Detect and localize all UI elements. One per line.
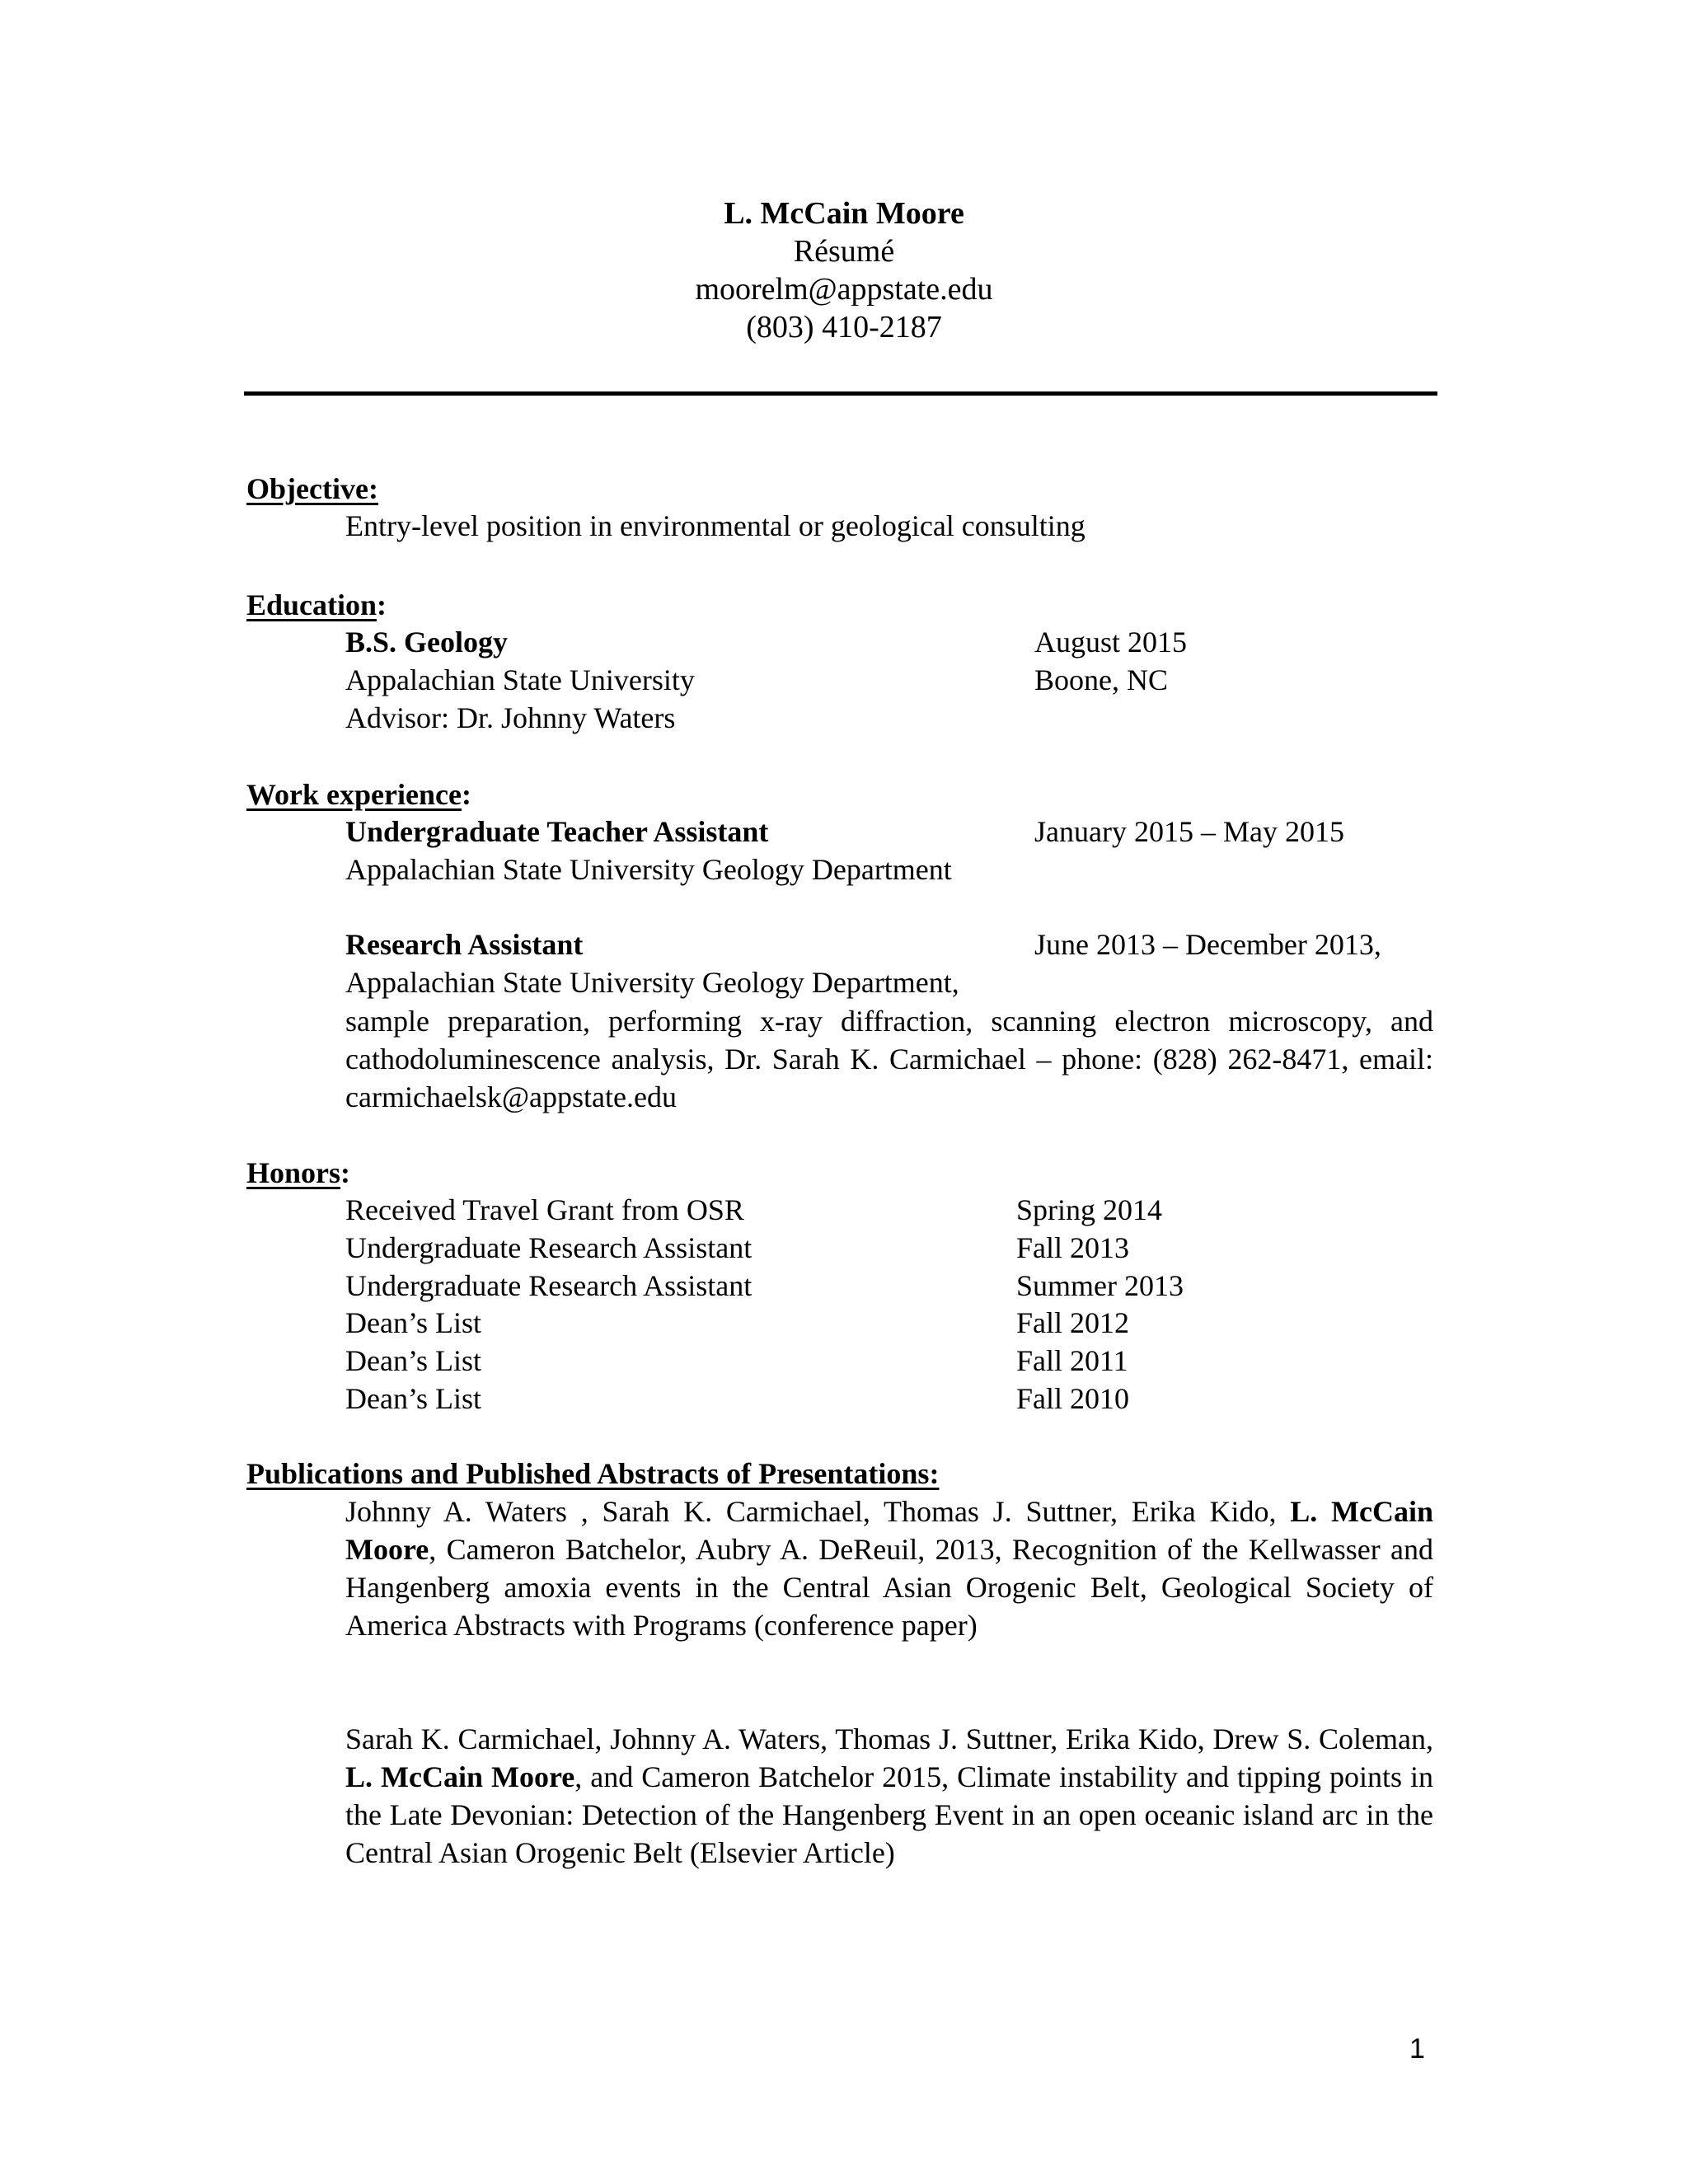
work-heading: Work experience: — [246, 778, 471, 811]
education-heading: Education: — [246, 588, 387, 621]
job1-dates: January 2015 – May 2015 — [1034, 815, 1344, 848]
education-location: Boone, NC — [1034, 663, 1168, 696]
honor-item-name: Dean’s List — [345, 1382, 481, 1415]
honor-item-name: Dean’s List — [345, 1344, 481, 1377]
education-degree: B.S. Geology — [345, 626, 509, 658]
page-number: 1 — [1409, 2033, 1425, 2064]
highlighted-author: L. McCain Moore — [345, 1760, 575, 1793]
education-date: August 2015 — [1034, 626, 1188, 658]
contact-email: moorelm@appstate.edu — [695, 272, 993, 307]
honor-item-date: Fall 2013 — [1016, 1231, 1130, 1264]
contact-phone: (803) 410-2187 — [746, 310, 942, 344]
resume-header — [0, 194, 1688, 346]
job2-description: sample preparation, performing x-ray diffraction, scanning electron microscopy, and cathodoluminescence analysis, Dr. Sarah K. Carmichael – phone: (828) 262-8471, email: carmichaelsk@appstate.edu — [345, 1005, 1433, 1113]
honor-item-name: Received Travel Grant from OSR — [345, 1193, 744, 1226]
honor-item-date: Summer 2013 — [1016, 1269, 1184, 1302]
honor-item-name: Dean’s List — [345, 1306, 481, 1339]
honor-item-name: Undergraduate Research Assistant — [345, 1269, 753, 1302]
publication-entry-1: Johnny A. Waters , Sarah K. Carmichael, Thomas J. Suttner, Erika Kido, L. McCain Moore, Cameron Batchelor, Aubry A. DeReuil, 2013, Recognition of the Kellwasser and Hangenberg amoxia events in the Central Asian Orogenic Belt, Geological Society of America Abstracts with Programs (conference paper) — [345, 1495, 1433, 1642]
education-school: Appalachian State University — [345, 663, 695, 696]
honor-item-name: Undergraduate Research Assistant — [345, 1231, 753, 1264]
job2-dates: June 2013 – December 2013, — [1034, 928, 1381, 961]
honor-item-date: Fall 2012 — [1016, 1306, 1130, 1339]
candidate-name: L. McCain Moore — [724, 196, 964, 231]
job1-org: Appalachian State University Geology Department — [345, 853, 952, 886]
education-advisor: Advisor: Dr. Johnny Waters — [345, 701, 676, 734]
objective-heading: Objective: — [246, 472, 378, 505]
publication-entry-2: Sarah K. Carmichael, Johnny A. Waters, Thomas J. Suttner, Erika Kido, Drew S. Coleman, L. McCain Moore, and Cameron Batchelor 2015, Climate instability and tipping points in the Late Devonian: Detection of the Hangenberg Event in an open oceanic island arc in the Central Asian Orogenic Belt (Elsevier Article) — [345, 1722, 1434, 1869]
job1-title: Undergraduate Teacher Assistant — [345, 815, 769, 848]
honor-item-date: Spring 2014 — [1016, 1193, 1163, 1226]
document-type: Résumé — [793, 234, 895, 269]
job2-title: Research Assistant — [345, 928, 584, 961]
objective-text: Entry-level position in environmental or geological consulting — [345, 509, 1085, 542]
highlighted-author: L. McCain Moore — [345, 1495, 1433, 1566]
header-divider — [244, 391, 1437, 396]
honors-heading: Honors: — [246, 1156, 351, 1189]
job2-org: Appalachian State University Geology Department, — [345, 966, 959, 999]
honor-item-date: Fall 2011 — [1016, 1344, 1128, 1377]
publications-heading: Publications and Published Abstracts of Presentations: — [246, 1457, 940, 1490]
honor-item-date: Fall 2010 — [1016, 1382, 1130, 1415]
